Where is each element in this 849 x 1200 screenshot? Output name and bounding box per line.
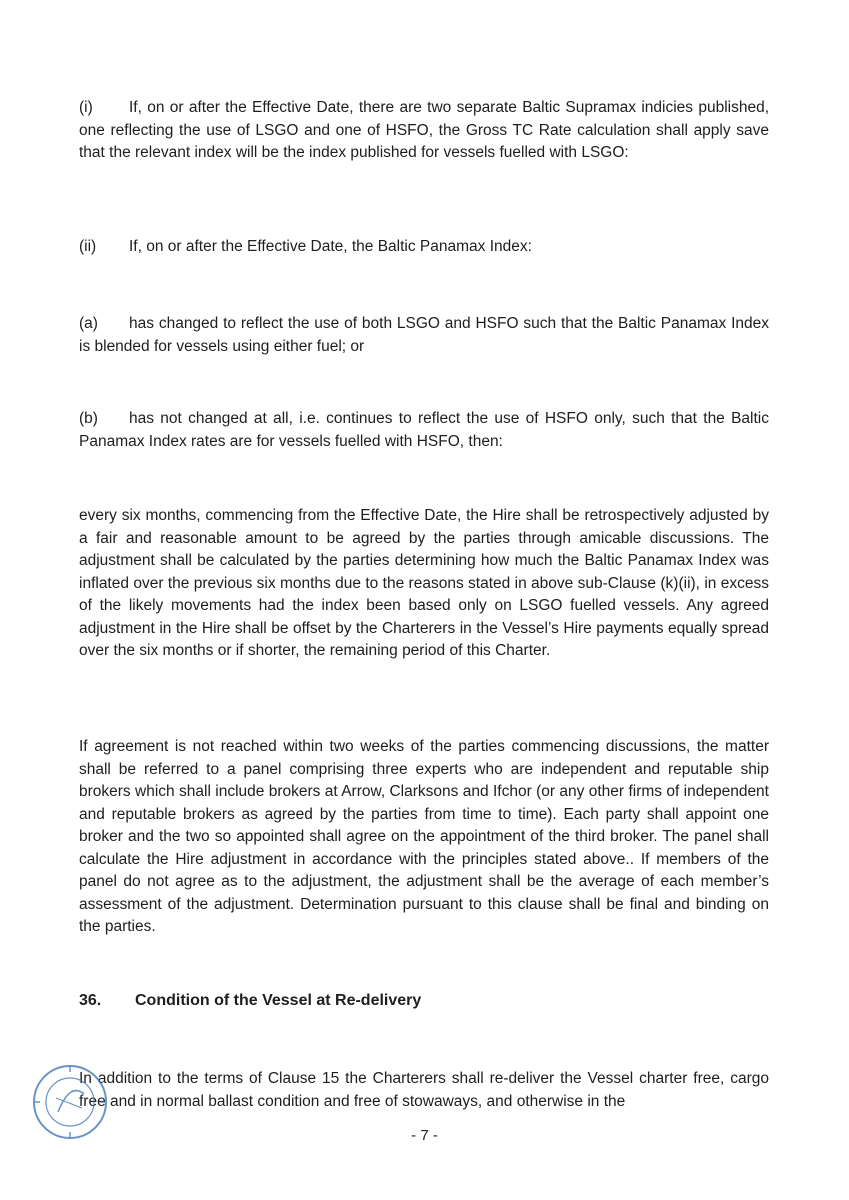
section-heading: [79, 992, 421, 1010]
paragraph-text: In addition to the terms of Clause 15 the Charterers shall re-deliver the Vessel charter free, cargo free and in normal ballast condition and free of stowaways, and otherwise in the: [79, 1070, 769, 1110]
paragraph-text: If agreement is not reached within two weeks of the parties commencing discussions, the matter shall be referred to a panel comprising three experts who are independent and reputable ship brokers which shall include brokers at Arrow, Clarksons and Ifchor (or any other firms of independent and reputable brokers as agreed by the parties from time to time). Each party shall appoint one broker and the two so appointed shall agree on the appointment of the third broker. The panel shall calculate the Hire adjustment in accordance with the principles stated above.. If members of the panel do not agree as to the adjustment, the adjustment shall be the average of each member’s assessment of the adjustment. Determination pursuant to this clause shall be final and binding on the parties.: [79, 738, 769, 935]
paragraph-b: [79, 408, 769, 453]
paragraph-text: every six months, commencing from the Effective Date, the Hire shall be retrospectively adjusted by a fair and reasonable amount to be agreed by the parties through amicable discussions. The adjustment shall be calculated by the parties determining how much the Baltic Panamax Index was inflated over the previous six months due to the reasons stated in above sub-Clause (k)(ii), in excess of the likely movements had the index been based only on LSGO fuelled vessels. Any agreed adjustment in the Hire shall be offset by the Charterers in the Vessel’s Hire payments equally spread over the six months or if shorter, the remaining period of this Charter.: [79, 507, 769, 659]
section-number: 36.: [79, 992, 102, 1009]
paragraph-every-six-months: [79, 505, 769, 663]
paragraph-agreement: [79, 736, 769, 939]
paragraph-text: If, on or after the Effective Date, the Baltic Panamax Index:: [129, 238, 532, 255]
page-number: - 7 -: [411, 1127, 438, 1144]
paragraph-a: [79, 313, 769, 358]
paragraph-text: If, on or after the Effective Date, there are two separate Baltic Supramax indicies published, one reflecting the use of LSGO and one of HSFO, the Gross TC Rate calculation shall apply save that the relevant index will be the index published for vessels fuelled with LSGO:: [79, 99, 769, 161]
paragraph-label: (ii): [79, 238, 97, 255]
paragraph-label: (i): [79, 99, 93, 116]
paragraph-text: has not changed at all, i.e. continues to reflect the use of HSFO only, such that the Baltic Panamax Index rates are for vessels fuelled with HSFO, then:: [79, 410, 769, 450]
paragraph-i: [79, 97, 769, 165]
section-title: Condition of the Vessel at Re-delivery: [135, 992, 422, 1009]
paragraph-text: has changed to reflect the use of both LSGO and HSFO such that the Baltic Panamax Index is blended for vessels using either fuel; or: [79, 315, 769, 355]
paragraph-ii: [79, 236, 769, 259]
paragraph-redelivery: [79, 1068, 769, 1113]
paragraph-label: (b): [79, 410, 98, 427]
paragraph-label: (a): [79, 315, 98, 332]
